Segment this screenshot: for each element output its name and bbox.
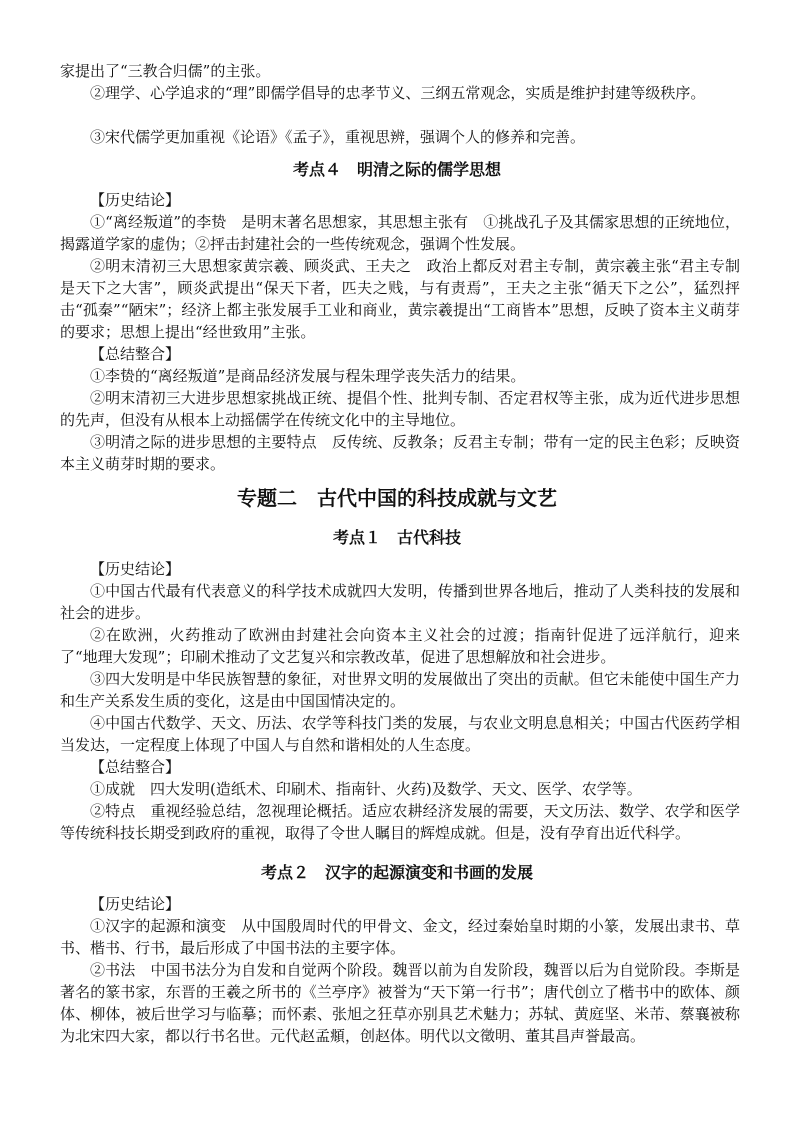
- paragraph-three-thinkers: ②明末清初三大思想家黄宗羲、顾炎武、王夫之 政治上都反对君主专制，黄宗羲主张“君主专制是天下之大害”，顾炎武提出“保天下者，匹夫之贱，与有责焉”，王夫之主张“循天下之公”，猛烈抨击“孤秦”“陋宋”；经济上都主张发展手工业和商业，黄宗羲提出“工商皆本”思想，反映了资本主义萌芽的要求；思想上提出“经世致用”主张。: [60, 257, 740, 341]
- topic-title: 专题二 古代中国的科技成就与文艺: [237, 486, 557, 510]
- paragraph-characteristics: ②特点 重视经验总结，忽视理论概括。适应农耕经济发展的需要，天文历法、数学、农学和医学等传统科技长期受到政府的重视，取得了令世人瞩目的辉煌成就。但是，没有孕育出近代科学。: [60, 802, 740, 842]
- paragraph-achievements: ①成就 四大发明(造纸术、印刷术、指南针、火药)及数学、天文、医学、农学等。: [90, 780, 642, 798]
- section-title-kaodian-1: 考点１ 古代科技: [332, 528, 461, 547]
- paragraph-neo-confucianism-li: ②理学、心学追求的“理”即儒学倡导的忠孝节义、三纲五常观念，实质是维护封建等级秩序。: [90, 84, 706, 102]
- paragraph-song-confucianism: ③宋代儒学更加重视《论语》《孟子》，重视思辨，强调个人的修养和完善。: [90, 128, 586, 146]
- label-history-conclusion: 【历史结论】: [90, 191, 181, 209]
- section-title-kaodian-4: 考点４ 明清之际的儒学思想: [292, 160, 501, 179]
- paragraph-calligraphy: ②书法 中国书法分为自发和自觉两个阶段。魏晋以前为自发阶段，魏晋以后为自觉阶段。李斯是著名的篆书家，东晋的王羲之所书的《兰亭序》被誉为“天下第一行书”；唐代创立了楷书中的欧体、颜体、柳体，被后世学习与临摹；而怀素、张旭之狂草亦别具艺术魅力；苏轼、黄庭坚、米芾、蔡襄被称为北宋四大家，都以行书名世。元代赵孟頫，创赵体。明代以文徵明、董其昌声誉最高。: [60, 961, 740, 1045]
- paragraph-characters-origin: ①汉字的起源和演变 从中国殷周时代的甲骨文、金文，经过秦始皇时期的小篆，发展出隶书、草书、楷书、行书，最后形成了中国书法的主要字体。: [60, 917, 740, 957]
- label-history-conclusion: 【历史结论】: [90, 560, 181, 578]
- paragraph-summary-3: ③明清之际的进步思想的主要特点 反传统、反教条；反君主专制；带有一定的民主色彩；反映资本主义萌芽时期的要求。: [60, 433, 740, 473]
- paragraph-three-teachings: 家提出了“三教合归儒”的主张。: [60, 62, 271, 80]
- paragraph-europe-impact: ②在欧洲，火药推动了欧洲由封建社会向资本主义社会的过渡；指南针促进了远洋航行，迎来了“地理大发现”；印刷术推动了文艺复兴和宗教改革，促进了思想解放和社会进步。: [60, 626, 740, 666]
- paragraph-li-zhi: ①“离经叛道”的李贽 是明末著名思想家，其思想主张有 ①挑战孔子及其儒家思想的正统地位，揭露道学家的虚伪；②抨击封建社会的一些传统观念，强调个性发展。: [60, 213, 740, 253]
- label-summary: 【总结整合】: [90, 345, 181, 363]
- section-title-kaodian-2: 考点２ 汉字的起源演变和书画的发展: [260, 863, 533, 882]
- paragraph-wisdom-symbol: ③四大发明是中华民族智慧的象征，对世界文明的发展做出了突出的贡献。但它未能使中国生产力和生产关系发生质的变化，这是由中国国情决定的。: [60, 670, 740, 710]
- label-history-conclusion: 【历史结论】: [90, 895, 181, 913]
- paragraph-four-inventions: ①中国古代最有代表意义的科学技术成就四大发明，传播到世界各地后，推动了人类科技的发展和社会的进步。: [60, 582, 740, 622]
- label-summary: 【总结整合】: [90, 758, 181, 776]
- paragraph-ancient-science: ④中国古代数学、天文、历法、农学等科技门类的发展，与农业文明息息相关；中国古代医药学相当发达，一定程度上体现了中国人与自然和谐相处的人生态度。: [60, 714, 740, 754]
- paragraph-summary-2: ②明末清初三大进步思想家挑战正统、提倡个性、批判专制、否定君权等主张，成为近代进步思想的先声，但没有从根本上动摇儒学在传统文化中的主导地位。: [60, 389, 740, 429]
- paragraph-summary-1: ①李贽的“离经叛道”是商品经济发展与程朱理学丧失活力的结果。: [90, 367, 526, 385]
